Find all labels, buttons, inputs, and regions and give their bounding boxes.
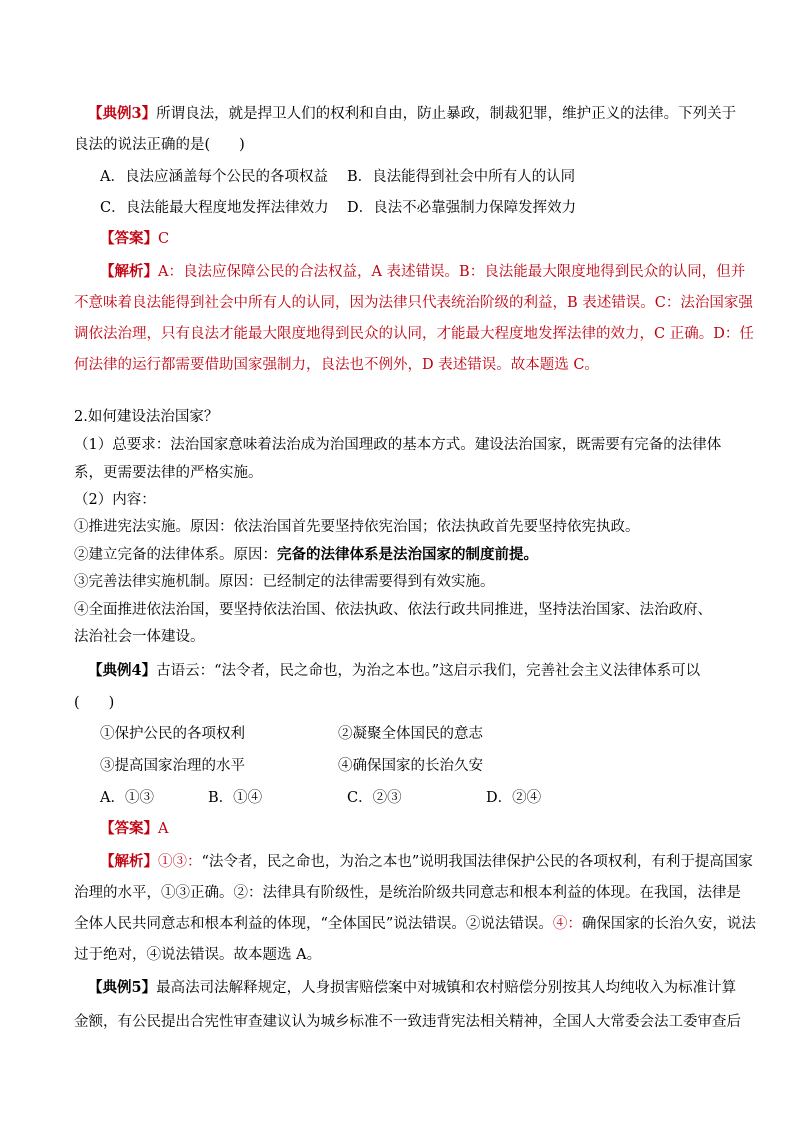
example3-analysis-line4: 何法律的运行都需要借助国家强制力，良法也不例外，D 表述错误。故本题选 C。 xyxy=(74,357,599,373)
example4-question-line1 xyxy=(88,661,700,681)
example4-option-c: C．②③ xyxy=(347,790,402,806)
section2-item3: ③完善法律实施机制。原因：已经制定的法律需要得到有效实施。 xyxy=(74,574,495,590)
example4-answer-value: A xyxy=(158,821,169,837)
example3-question-text: 所谓良法，就是捍卫人们的权利和自由，防止暴政，制裁犯罪，维护正义的法律。下列关于 xyxy=(156,106,737,122)
example3-option-a: A．良法应涵盖每个公民的各项权益 xyxy=(100,169,328,185)
example4-analysis-prefix: ①③： xyxy=(158,854,202,870)
example5-tag: 【典例5】 xyxy=(88,979,157,996)
example3-question-line1 xyxy=(88,104,736,124)
example4-option-a: A．①③ xyxy=(100,790,154,806)
example4-tag: 【典例4】 xyxy=(88,662,157,679)
example3-answer-tag: 【答案】 xyxy=(100,230,158,247)
section2-heading: 2.如何建设法治国家？ xyxy=(74,409,219,425)
example4-statement-4: ④确保国家的长治久安 xyxy=(338,758,483,774)
example3-analysis-tag: 【解析】 xyxy=(100,263,158,280)
example3-option-c: C．良法能最大程度地发挥法律效力 xyxy=(100,200,329,216)
section2-item2-prefix: ②建立完备的法律体系。原因： xyxy=(74,547,277,563)
example3-option-d: D．良法不必靠强制力保障发挥效力 xyxy=(347,200,577,216)
section2-item1: ①推进宪法实施。原因：依法治国首先要坚持依宪治国；依法执政首先要坚持依宪执政。 xyxy=(74,519,640,535)
example4-analysis-tag: 【解析】 xyxy=(100,853,158,870)
section2-item4-line2: 法治社会一体建设。 xyxy=(74,629,205,645)
example4-question-text: 古语云：“法令者，民之命也，为治之本也。”这启示我们，完善社会主义法律体系可以 xyxy=(156,663,701,679)
example4-analysis-line4: 过于绝对，④说法错误。故本题选 A。 xyxy=(74,947,322,963)
example4-analysis-text3: 全体人民共同意志和根本利益的体现，“全体国民”说法错误。②说法错误。 xyxy=(74,916,553,932)
example4-statement-3: ③提高国家治理的水平 xyxy=(100,758,245,774)
section2-item2-bold: 完备的法律体系是法治国家的制度前提。 xyxy=(277,546,538,563)
example4-question-line2: ( ) xyxy=(74,695,115,711)
example3-question-line2: 良法的说法正确的是( ) xyxy=(74,137,245,153)
example4-analysis-extra-prefix: ④： xyxy=(552,916,582,932)
example4-answer-tag: 【答案】 xyxy=(100,820,158,837)
example3-answer-value: C xyxy=(158,231,170,247)
example4-analysis-extra-text: 确保国家的长治久安，说法 xyxy=(581,916,756,932)
section2-content-label: （2）内容： xyxy=(74,492,156,508)
section2-general-line2: 系，更需要法律的严格实施。 xyxy=(74,465,263,481)
example5-line1 xyxy=(88,978,736,998)
example4-option-d: D．②④ xyxy=(486,790,542,806)
example4-answer xyxy=(100,819,168,839)
example5-line2: 金额，有公民提出合宪性审查建议认为城乡标准不一致违背宪法相关精神，全国人大常委会法工委审查后 xyxy=(74,1014,741,1030)
example4-statement-2: ②凝聚全体国民的意志 xyxy=(338,726,483,742)
example3-analysis-text1: A：良法应保障公民的合法权益，A 表述错误。B：良法能最大限度地得到民众的认同，但并 xyxy=(158,264,746,280)
example3-answer xyxy=(100,229,169,249)
example4-analysis-line2: 治理的水平，①③正确。②：法律具有阶级性，是统治阶级共同意志和根本利益的体现。在我国，法律是 xyxy=(74,885,741,901)
section2-item2 xyxy=(74,545,538,565)
example3-analysis-line2: 不意味着良法能得到社会中所有人的认同，因为法律只代表统治阶级的利益，B 表述错误。C：法治国家强 xyxy=(74,295,753,311)
example4-analysis-line3 xyxy=(74,914,756,934)
example4-analysis-line1 xyxy=(100,852,753,872)
example3-tag: 【典例3】 xyxy=(88,105,157,122)
example4-statement-1: ①保护公民的各项权利 xyxy=(100,726,245,742)
example3-analysis-line1 xyxy=(100,262,745,282)
example5-text1: 最高法司法解释规定，人身损害赔偿案中对城镇和农村赔偿分别按其人均纯收入为标准计算 xyxy=(156,980,737,996)
example4-option-b: B．①④ xyxy=(208,790,263,806)
example3-analysis-line3: 调依法治理，只有良法才能最大限度地得到民众的认同，才能最大程度地发挥法律的效力，C 正确。D：任 xyxy=(74,326,754,342)
example4-analysis-text1: “法令者，民之命也，为治之本也”说明我国法律保护公民的各项权利，有利于提高国家 xyxy=(201,854,753,870)
section2-general-line1: （1）总要求：法治国家意味着法治成为治国理政的基本方式。建设法治国家，既需要有完备的法律体 xyxy=(74,437,722,453)
example3-option-b: B．良法能得到社会中所有人的认同 xyxy=(347,169,576,185)
section2-item4-line1: ④全面推进依法治国，要坚持依法治国、依法执政、依法行政共同推进，坚持法治国家、法治政府、 xyxy=(74,602,712,618)
